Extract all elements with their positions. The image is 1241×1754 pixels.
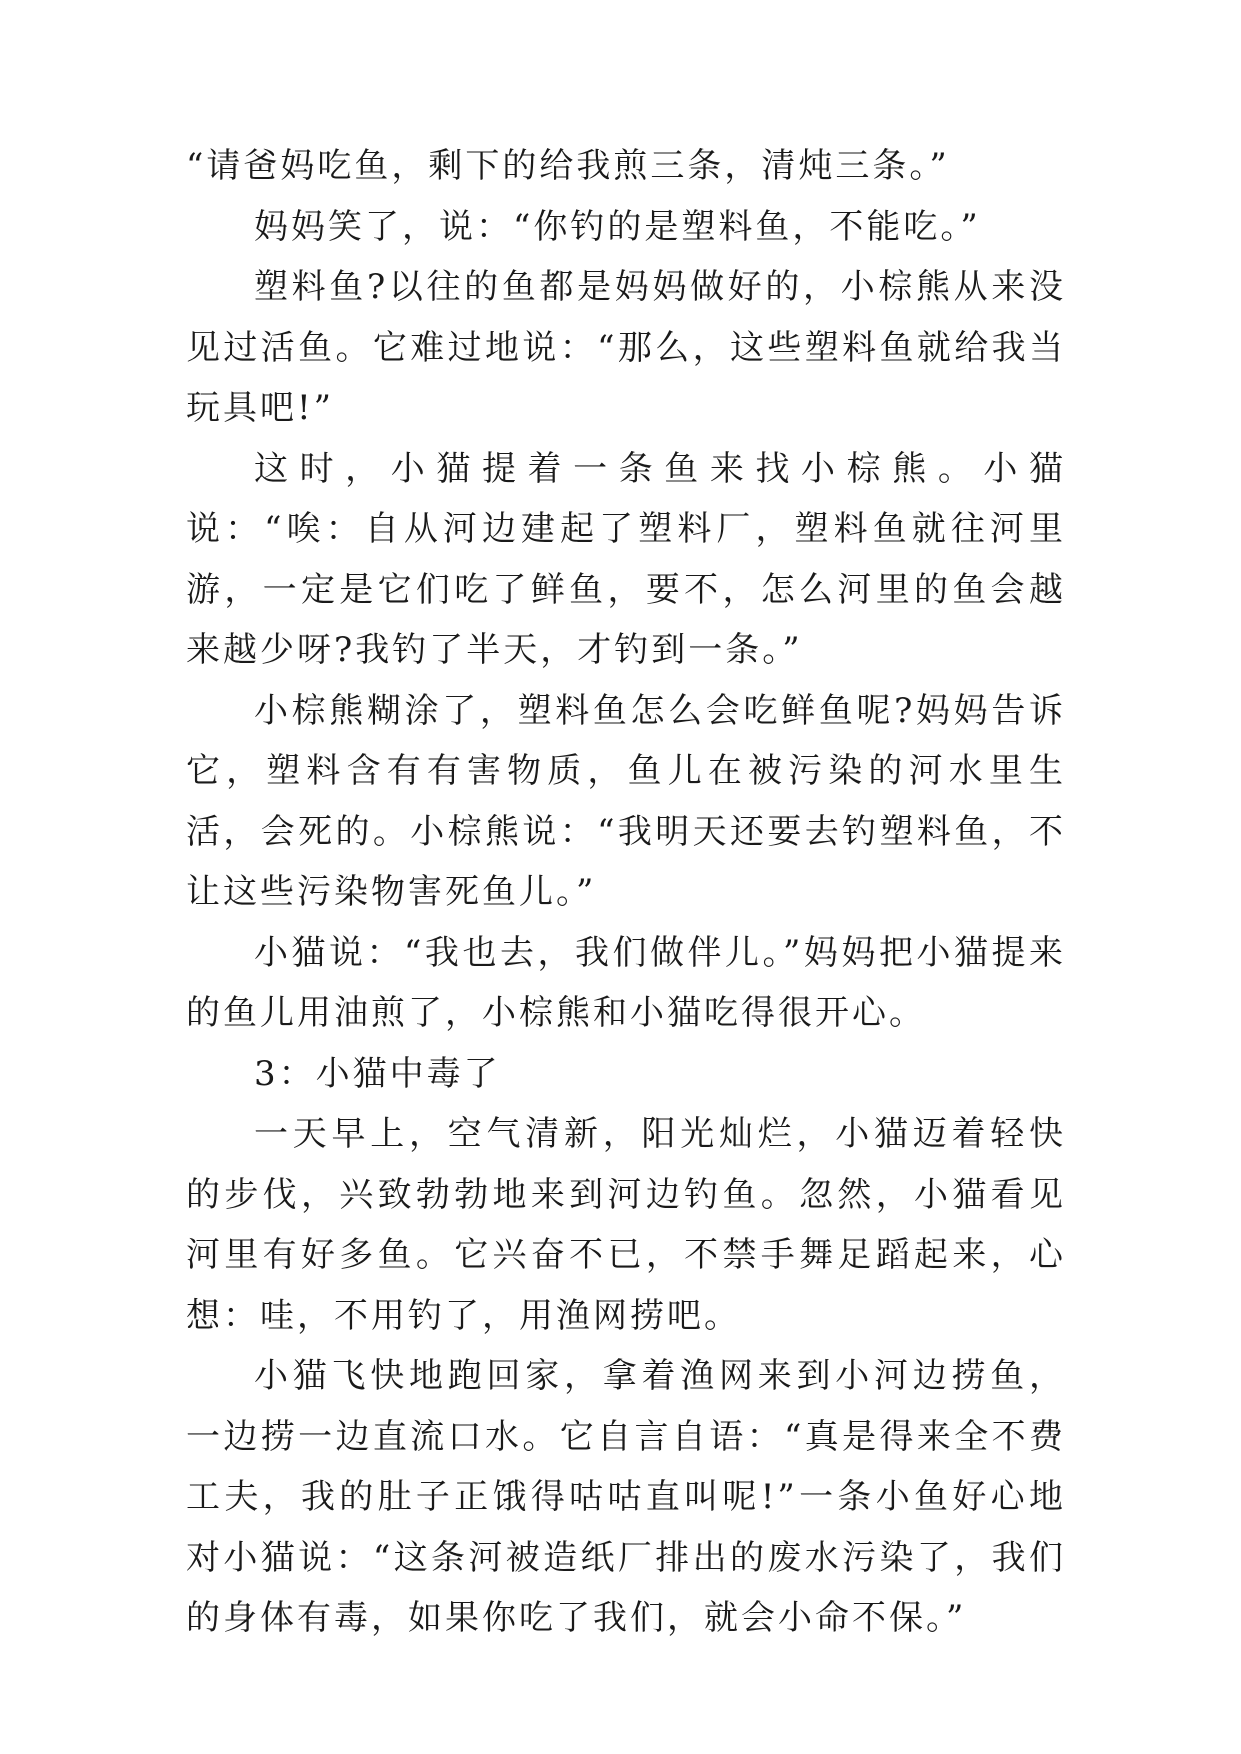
- paragraph: 一天早上，空气清新，阳光灿烂，小猫迈着轻快的步伐，兴致勃勃地来到河边钓鱼。忽然，小猫看见河里有好多鱼。它兴奋不已，不禁手舞足蹈起来，心想：哇，不用钓了，用渔网捞吧。: [186, 1114, 1066, 1336]
- paragraph: 塑料鱼?以往的鱼都是妈妈做好的，小棕熊从来没见过活鱼。它难过地说：“那么，这些塑料鱼就给我当玩具吧!”: [186, 267, 1066, 428]
- paragraph: “请爸妈吃鱼，剩下的给我煎三条，清炖三条。”: [186, 146, 950, 186]
- paragraph: 这时，小猫提着一条鱼来找小棕熊。小猫说：“唉：自从河边建起了塑料厂，塑料鱼就往河里游，一定是它们吃了鲜鱼，要不，怎么河里的鱼会越来越少呀?我钓了半天，才钓到一条。”: [186, 448, 1066, 670]
- section-heading: 3：小猫中毒了: [254, 1053, 501, 1094]
- document-body: [186, 136, 1066, 1649]
- paragraph: 小棕熊糊涂了，塑料鱼怎么会吃鲜鱼呢?妈妈告诉它，塑料含有有害物质，鱼儿在被污染的河水里生活，会死的。小棕熊说：“我明天还要去钓塑料鱼，不让这些污染物害死鱼儿。”: [186, 690, 1066, 912]
- paragraph: 小猫说：“我也去，我们做伴儿。”妈妈把小猫提来的鱼儿用油煎了，小棕熊和小猫吃得很开心。: [186, 932, 1066, 1033]
- paragraph: 小猫飞快地跑回家，拿着渔网来到小河边捞鱼，一边捞一边直流口水。它自言自语：“真是得来全不费工夫，我的肚子正饿得咕咕直叫呢!”一条小鱼好心地对小猫说：“这条河被造纸厂排出的废水污染了，我们的身体有毒，如果你吃了我们，就会小命不保。”: [186, 1356, 1066, 1638]
- paragraph: 妈妈笑了，说：“你钓的是塑料鱼，不能吃。”: [254, 206, 981, 247]
